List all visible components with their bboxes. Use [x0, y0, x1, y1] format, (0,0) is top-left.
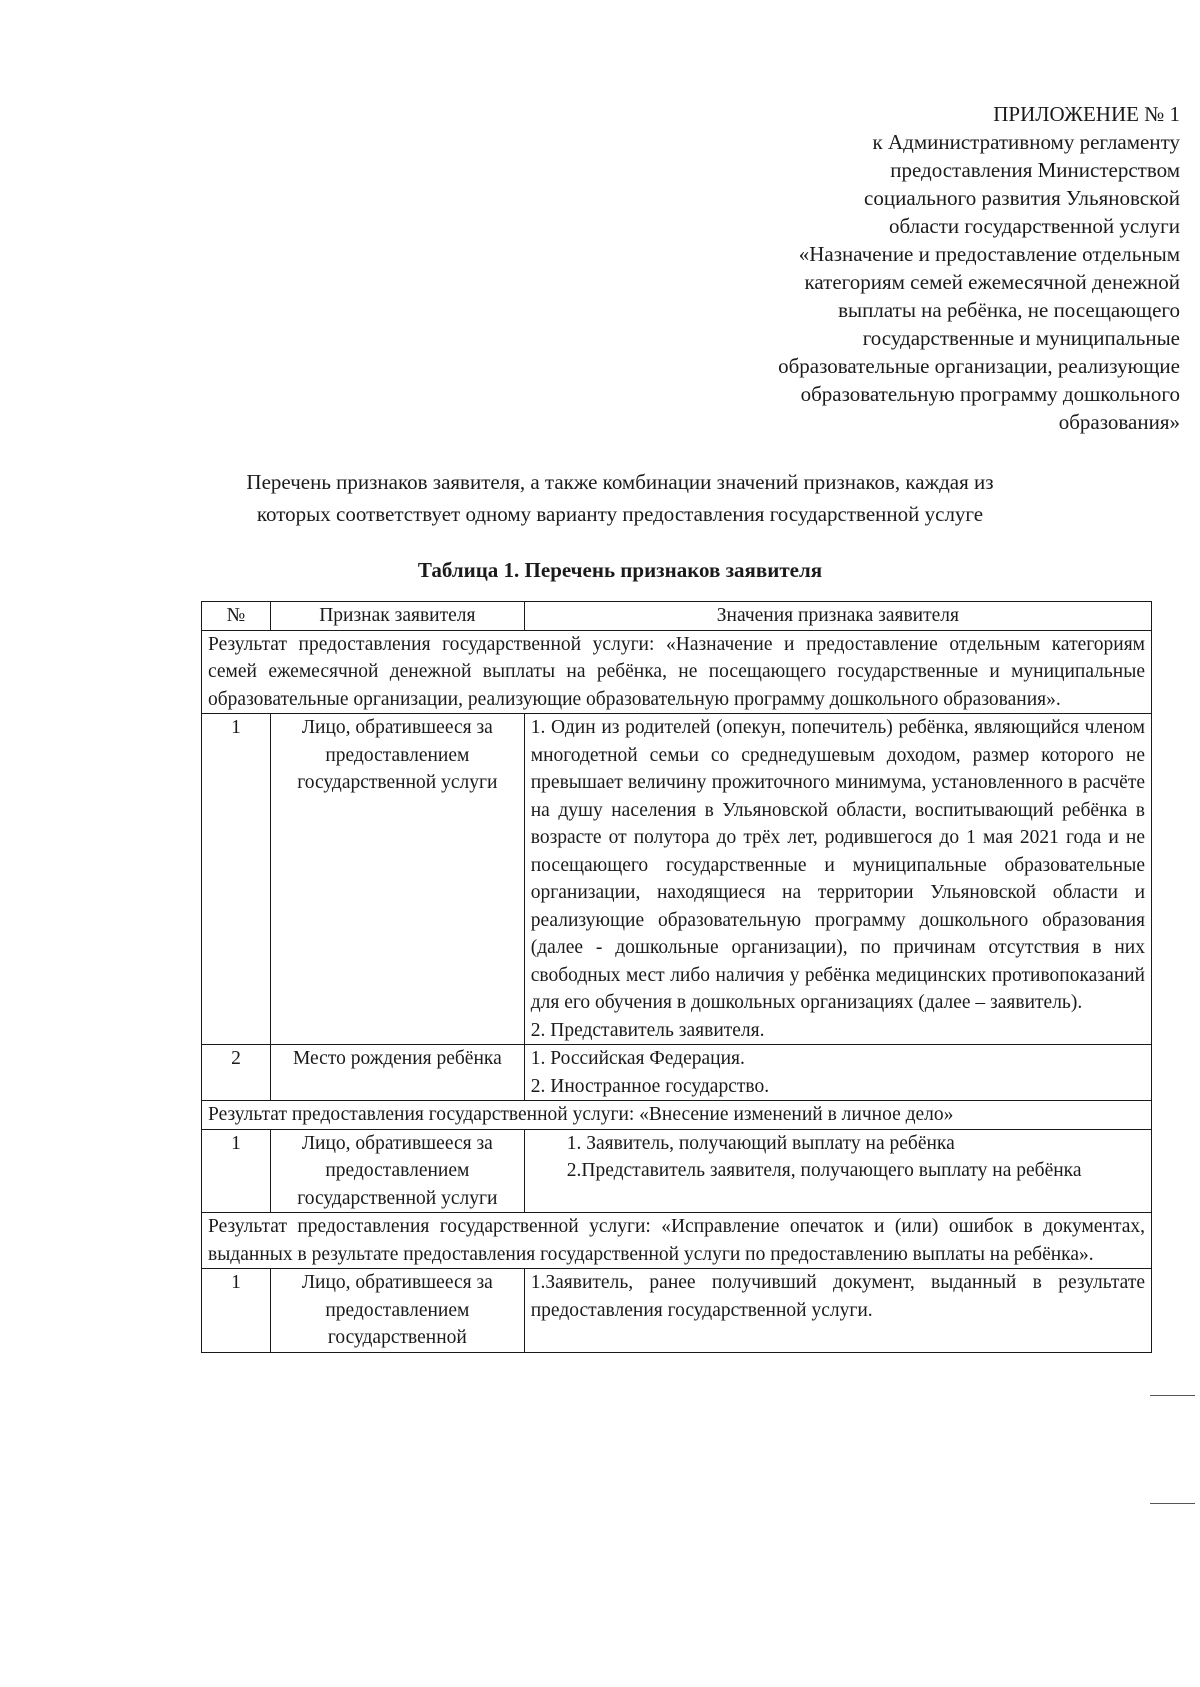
appendix-line: образования» — [1058, 410, 1180, 434]
document-title-line: Перечень признаков заявителя, а также комбинации значений признаков, каждая из — [246, 470, 994, 494]
table-row — [202, 1129, 1152, 1213]
row-sign: Лицо, обратившееся за предоставлением государственной — [270, 1269, 524, 1353]
result-text: Результат предоставления государственной услуги: «Внесение изменений в личное дело» — [202, 1101, 1152, 1130]
row-values — [524, 1129, 1151, 1213]
appendix-line: социального развития Ульяновской — [864, 186, 1180, 210]
document-title-line: которых соответствует одному варианту предоставления государственной услуге — [256, 502, 984, 526]
scan-artifact-line — [1150, 1503, 1195, 1504]
value-item: 2. Иностранное государство. — [530, 1075, 770, 1097]
row-sign: Лицо, обратившееся за предоставлением государственной услуги — [270, 714, 524, 1045]
value-item: 2.Представитель заявителя, получающего выплату на ребёнка — [566, 1160, 1082, 1181]
appendix-line: к Административному регламенту — [872, 130, 1180, 154]
table-caption: Таблица 1. Перечень признаков заявителя — [417, 558, 823, 582]
row-number: 1 — [202, 714, 271, 1045]
result-row — [202, 1101, 1152, 1130]
row-sign: Лицо, обратившееся за предоставлением государственной услуги — [270, 1129, 524, 1213]
appendix-header — [660, 100, 1180, 436]
table-row — [202, 1045, 1152, 1101]
row-number: 2 — [202, 1045, 271, 1101]
scan-artifact-line — [1150, 1395, 1195, 1396]
row-values — [524, 1269, 1151, 1353]
result-row — [202, 630, 1152, 714]
row-sign: Место рождения ребёнка — [270, 1045, 524, 1101]
appendix-line: предоставления Министерством — [890, 158, 1180, 182]
row-values — [524, 1045, 1151, 1101]
result-row — [202, 1213, 1152, 1269]
appendix-line: образовательную программу дошкольного — [800, 382, 1180, 406]
row-number: 1 — [202, 1269, 271, 1353]
appendix-line: выплаты на ребёнка, не посещающего — [838, 298, 1180, 322]
result-text: Результат предоставления государственной услуги: «Назначение и предоставление отдельным категориям семей ежемесячной денежной выплаты на ребёнка, не посещающего государственные и муниципальные образовательные организации, реализующие образовательную программу дошкольного образования». — [202, 630, 1152, 714]
value-item: 1. Один из родителей (опекун, попечитель) ребёнка, являющийся членом многодетной семьи со среднедушевым доходом, размер которого не превышает величину прожиточного минимума, установленного в расчёте на душу населения в Ульяновской области, воспитывающий ребёнка в возрасте от полутора до трёх лет, родившегося до 1 мая 2021 года и не посещающего государственные и муниципальные образовательные организации, находящиеся на территории Ульяновской области и реализующие образовательную программу дошкольного образования (далее - дошкольные организации), по причинам отсутствия в них свободных мест либо наличия у ребёнка медицинских противопоказаний для его обучения в дошкольных организациях (далее – заявитель). — [530, 717, 1145, 1013]
table-header-row — [202, 602, 1152, 631]
value-item: 1.Заявитель, ранее получивший документ, выданный в результате предоставления государственной услуги. — [530, 1272, 1145, 1321]
table-row — [202, 1269, 1152, 1353]
document-title — [120, 466, 1120, 530]
table-row — [202, 714, 1152, 1045]
row-number: 1 — [202, 1129, 271, 1213]
appendix-line: категориям семей ежемесячной денежной — [804, 270, 1180, 294]
header-values: Значения признака заявителя — [524, 602, 1151, 631]
value-item: 2. Представитель заявителя. — [530, 1019, 765, 1041]
appendix-line: государственные и муниципальные — [862, 326, 1180, 350]
header-sign: Признак заявителя — [270, 602, 524, 631]
appendix-line: ПРИЛОЖЕНИЕ № 1 — [993, 102, 1180, 126]
value-item: 1. Заявитель, получающий выплату на ребёнка — [566, 1132, 955, 1154]
result-text: Результат предоставления государственной услуги: «Исправление опечаток и (или) ошибок в документах, выданных в результате предоставления государственной услуги по предоставлению выплаты на ребёнка». — [202, 1213, 1152, 1269]
appendix-line: образовательные организации, реализующие — [778, 354, 1180, 378]
value-item: 1. Российская Федерация. — [530, 1048, 745, 1069]
header-number: № — [202, 602, 271, 631]
applicant-signs-table — [201, 601, 1152, 1353]
appendix-line: «Назначение и предоставление отдельным — [798, 242, 1180, 266]
appendix-line: области государственной услуги — [888, 214, 1180, 238]
row-values — [524, 714, 1151, 1045]
